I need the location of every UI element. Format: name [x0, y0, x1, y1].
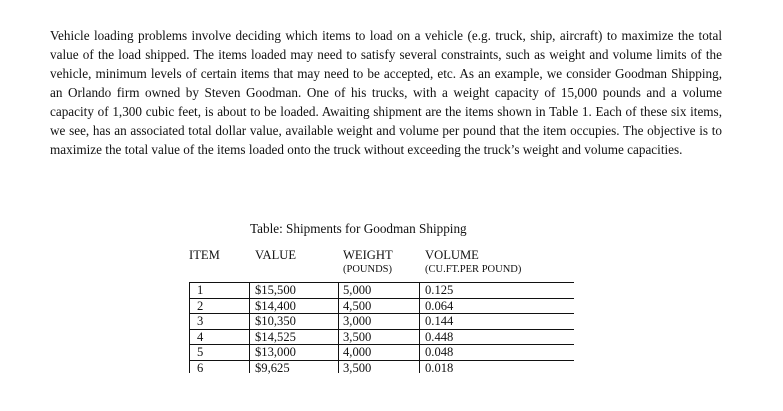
cell-weight: 5,000 [343, 283, 372, 297]
cell-weight: 3,500 [343, 329, 372, 344]
cell-weight: 4,000 [343, 345, 372, 359]
cell-value: $13,000 [255, 345, 296, 359]
table-body [189, 283, 574, 375]
cell-item: 3 [197, 314, 204, 328]
cell-volume: 0.144 [425, 314, 454, 328]
table-row [189, 345, 574, 361]
table-row [189, 330, 574, 346]
cell-item: 2 [197, 298, 204, 313]
document-body [50, 26, 722, 159]
header-weight-unit: (POUNDS) [343, 264, 393, 275]
cell-weight: 3,500 [343, 360, 372, 375]
header-value: VALUE [255, 248, 297, 262]
header-item: ITEM [189, 248, 220, 262]
cell-item: 6 [197, 360, 204, 375]
header-weight: WEIGHT [343, 248, 393, 262]
table-row [189, 299, 574, 315]
table-row [189, 361, 574, 376]
cell-volume: 0.448 [425, 329, 454, 344]
cell-item: 4 [197, 329, 204, 344]
table-row [189, 314, 574, 330]
cell-volume: 0.125 [425, 283, 454, 297]
table-caption: Table: Shipments for Goodman Shipping [250, 221, 467, 236]
cell-volume: 0.064 [425, 298, 454, 313]
cell-value: $14,400 [255, 298, 296, 313]
cell-value: $15,500 [255, 283, 296, 297]
table-header [189, 248, 574, 283]
cell-item: 5 [197, 345, 204, 359]
header-volume: VOLUME [425, 248, 479, 262]
cell-value: $10,350 [255, 314, 296, 328]
cell-value: $9,625 [255, 360, 290, 375]
cell-volume: 0.048 [425, 345, 454, 359]
intro-paragraph: Vehicle loading problems involve deciding which items to load on a vehicle (e.g. truck, ship, aircraft) to maximize the total value of the load shipped. The items loaded may need to satisfy several constraints, such as weight and volume limits of the vehicle, minimum levels of certain items that may need to be accepted, etc. As an example, we consider Goodman Shipping, an Orlando firm owned by Steven Goodman. One of his trucks, with a weight capacity of 15,000 pounds and a volume capacity of 1,300 cubic feet, is about to be loaded. Awaiting shipment are the items shown in Table 1. Each of these six items, we see, has an associated total dollar value, available weight and volume per pound that the item occupies. The objective is to maximize the total value of the items loaded onto the truck without exceeding the truck’s weight and volume capacities. [50, 28, 722, 157]
cell-value: $14,525 [255, 329, 296, 344]
table-row [189, 283, 574, 299]
cell-weight: 3,000 [343, 314, 372, 328]
cell-item: 1 [197, 283, 204, 297]
header-volume-unit: (CU.FT.PER POUND) [425, 264, 522, 275]
cell-volume: 0.018 [425, 360, 454, 375]
shipments-table [189, 248, 574, 375]
cell-weight: 4,500 [343, 298, 372, 313]
